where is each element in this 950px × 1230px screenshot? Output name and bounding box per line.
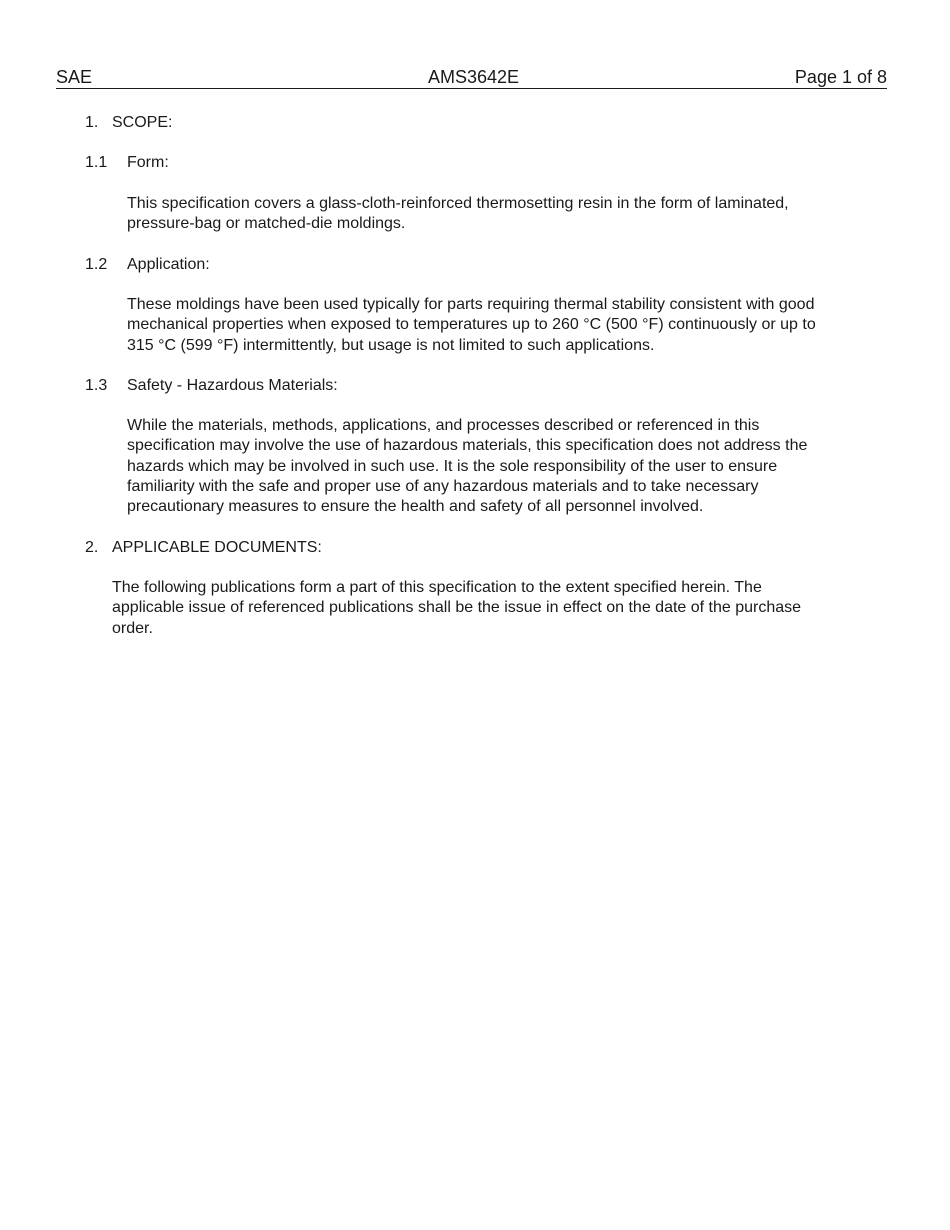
section-heading-form: Form: <box>127 154 169 171</box>
section-heading-applicable-documents: APPLICABLE DOCUMENTS: <box>112 539 322 556</box>
header-document-number: AMS3642E <box>428 67 520 87</box>
section-number: 1.3 <box>85 377 108 394</box>
header-publisher: SAE <box>56 67 93 87</box>
header-page-number: Page 1 of 8 <box>794 67 887 87</box>
paragraph-application: These moldings have been used typically for parts requiring thermal stability consistent with good mechanical properties when exposed to temperatures up to 260 °C (500 °F) continuously or up to 315 °C (599 °F) intermittently, but usage is not limited to such applications. <box>127 296 816 354</box>
section-number: 2. <box>85 539 99 556</box>
running-header <box>56 66 887 89</box>
section-heading-scope: SCOPE: <box>112 114 173 131</box>
section-heading-safety: Safety - Hazardous Materials: <box>127 377 338 394</box>
section-heading-application: Application: <box>127 256 210 273</box>
section-number: 1. <box>85 114 99 131</box>
paragraph-safety: While the materials, methods, applications, and processes described or referenced in this specification may involve the use of hazardous materials, this specification does not address the hazards which may be involved in such use. It is the sole responsibility of the user to ensure familiarity with the safe and proper use of any hazardous materials and to take necessary precautionary measures to ensure the health and safety of all personnel involved. <box>127 417 808 516</box>
paragraph-form: This specification covers a glass-cloth-reinforced thermosetting resin in the form of laminated, pressure-bag or matched-die moldings. <box>127 195 789 233</box>
paragraph-applicable-documents: The following publications form a part of this specification to the extent specified herein. The applicable issue of referenced publications shall be the issue in effect on the date of the purchase order. <box>112 579 802 637</box>
section-number: 1.2 <box>85 256 108 273</box>
section-number: 1.1 <box>85 154 108 171</box>
